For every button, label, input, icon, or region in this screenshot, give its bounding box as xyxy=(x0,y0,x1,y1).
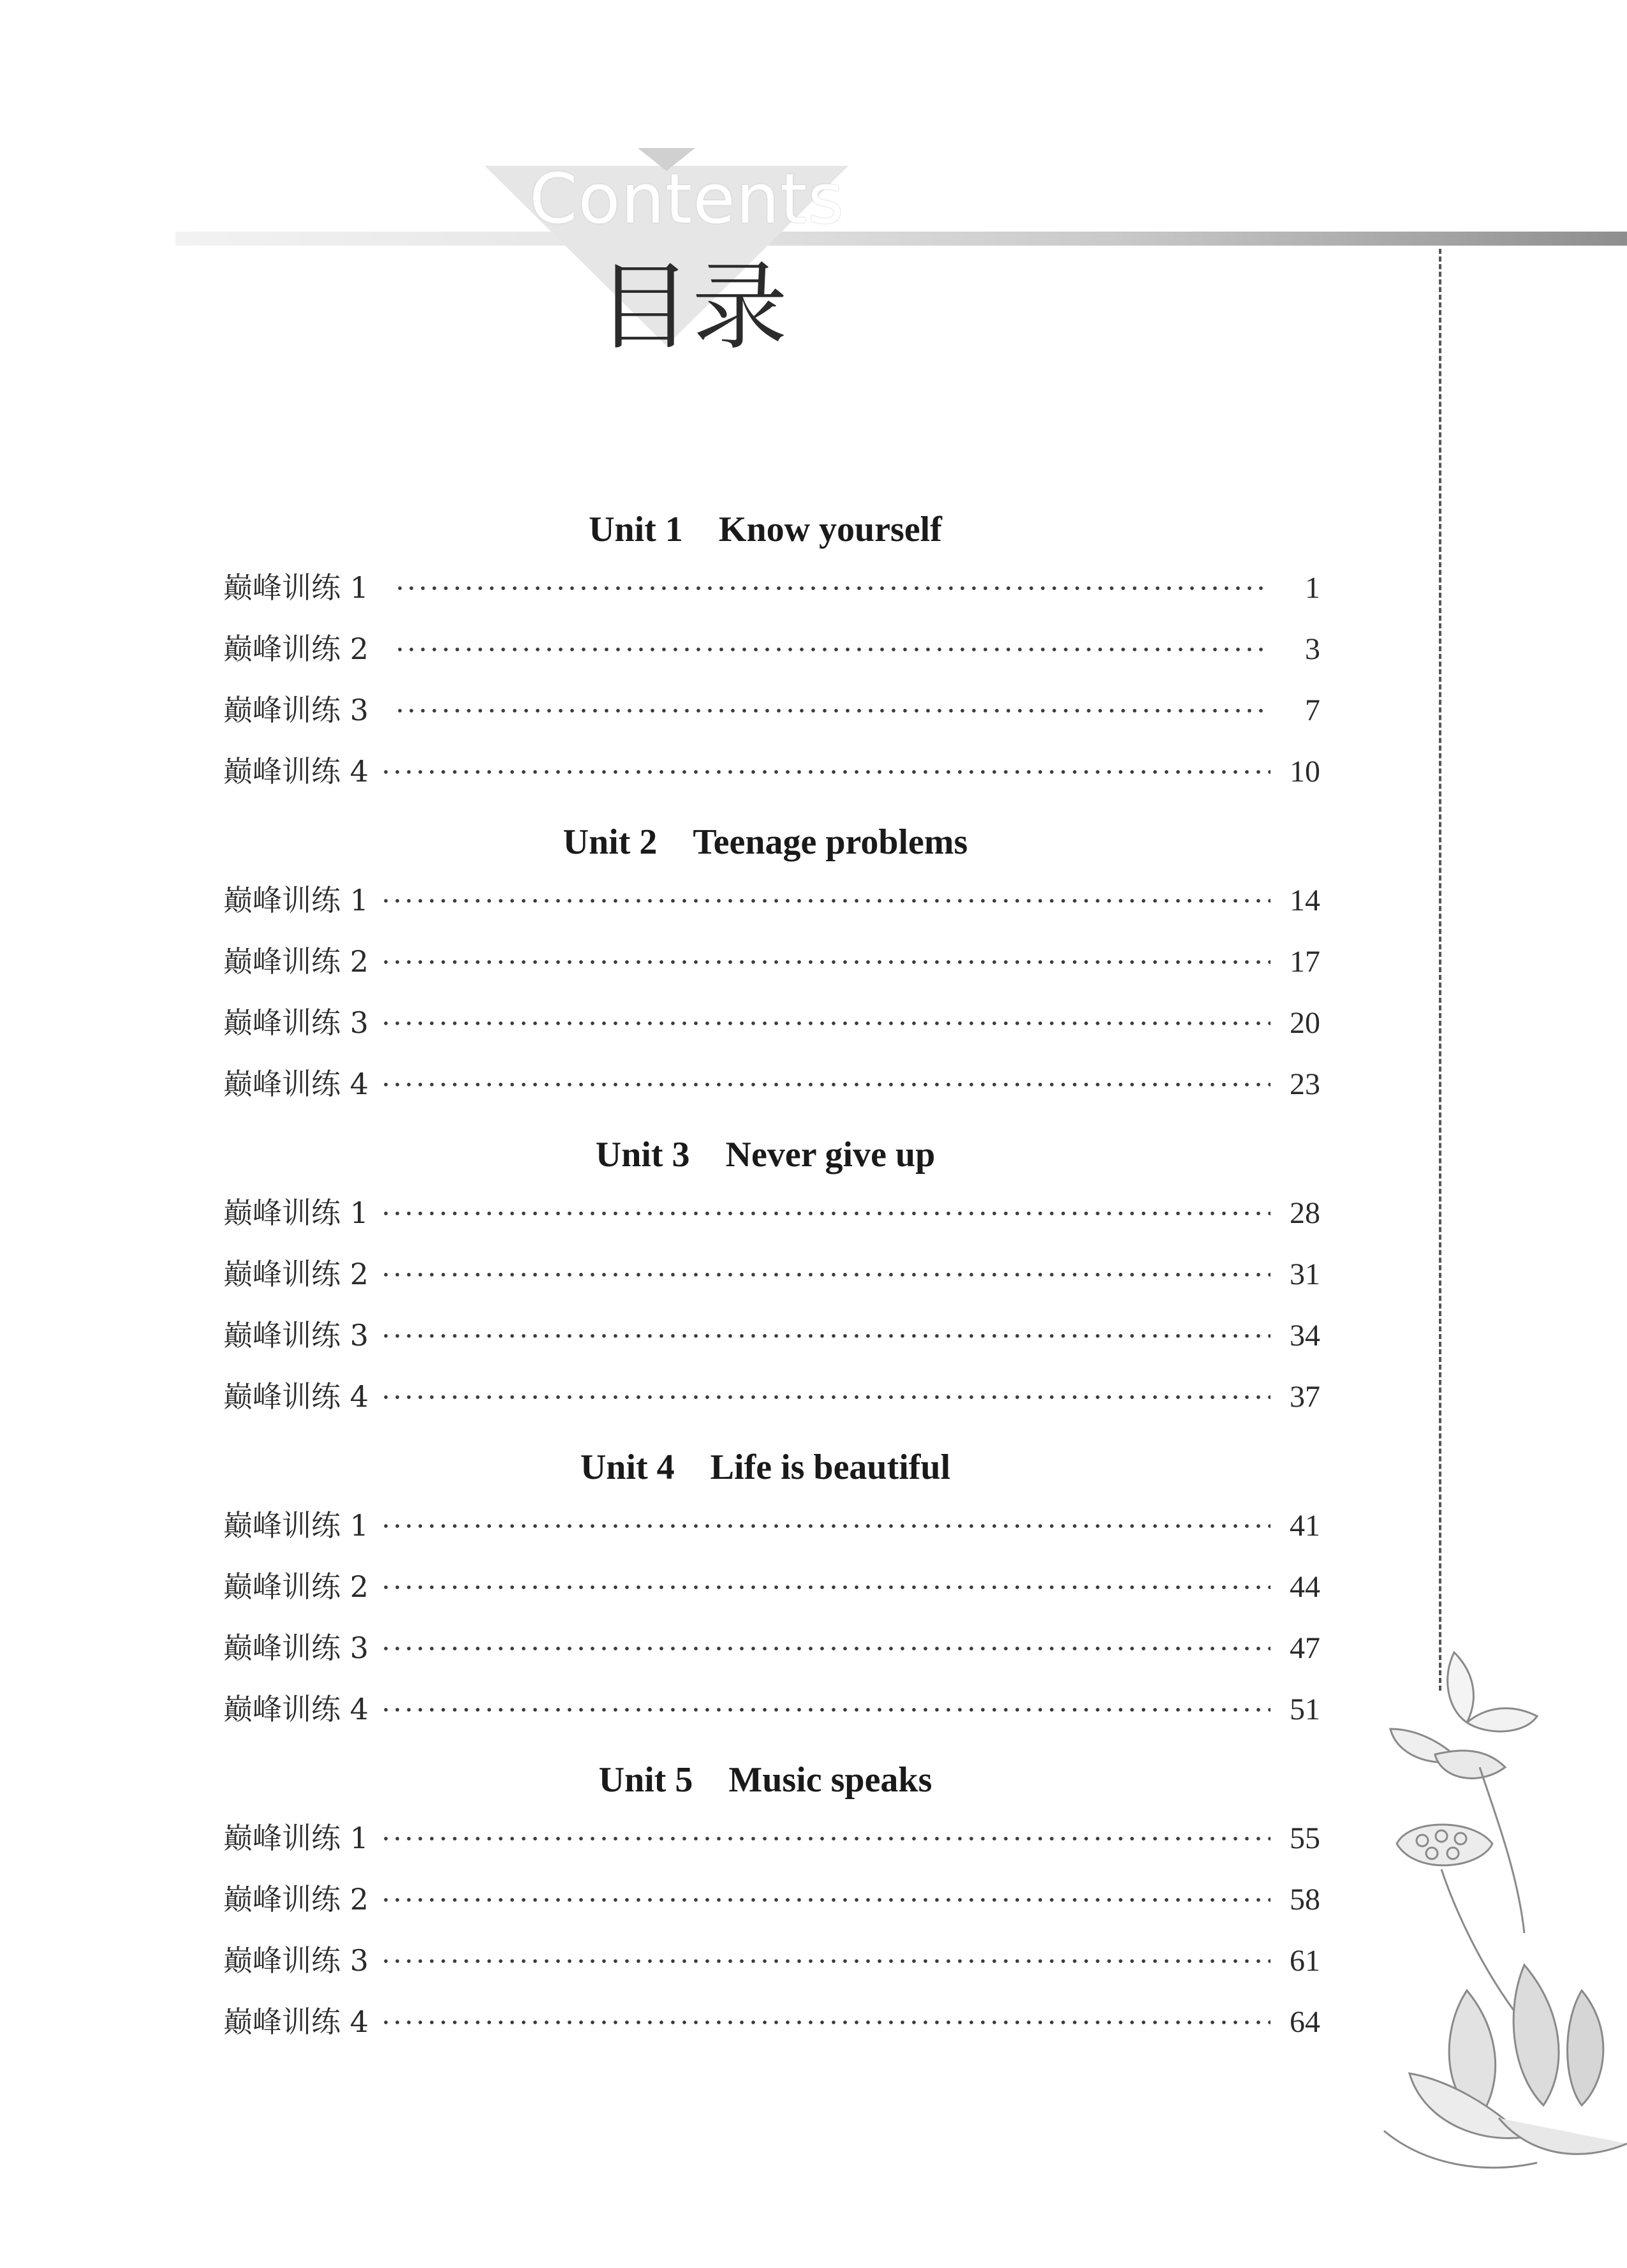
dot-leader xyxy=(380,1081,1270,1088)
toc-entry[interactable] xyxy=(223,1502,1320,1541)
dot-leader xyxy=(380,1835,1270,1842)
toc-entry[interactable] xyxy=(223,877,1320,915)
toc-entry[interactable] xyxy=(223,687,1320,725)
toc-entry-label: 巅峰训练 1 xyxy=(223,1821,369,1855)
toc-entry[interactable] xyxy=(223,1686,1320,1724)
toc-page-number: 47 xyxy=(1290,1631,1320,1665)
toc-page-number: 34 xyxy=(1290,1319,1320,1353)
toc-entry-label: 巅峰训练 3 xyxy=(223,1005,369,1040)
dot-leader xyxy=(380,959,1270,965)
toc-page-number: 3 xyxy=(1305,632,1320,666)
toc-entry[interactable] xyxy=(223,1999,1320,2037)
dot-leader xyxy=(380,1707,1270,1713)
toc-page-number: 64 xyxy=(1290,2005,1320,2039)
unit-heading: Unit 4 Life is beautiful xyxy=(580,1448,951,1487)
toc-entry-label: 巅峰训练 2 xyxy=(223,1569,369,1604)
toc-entry[interactable] xyxy=(223,1938,1320,1976)
toc-entry-label: 巅峰训练 3 xyxy=(223,1631,369,1665)
toc-entry[interactable] xyxy=(223,1251,1320,1289)
dot-leader xyxy=(394,708,1270,714)
toc-entry-label: 巅峰训练 2 xyxy=(223,1257,369,1291)
dot-leader xyxy=(380,1020,1270,1027)
toc-entry-label: 巅峰训练 2 xyxy=(223,632,369,666)
header-gradient-bar xyxy=(175,232,1627,246)
toc-entry[interactable] xyxy=(223,1061,1320,1099)
toc-entry[interactable] xyxy=(223,1374,1320,1412)
dot-leader xyxy=(380,1958,1270,1964)
dot-leader xyxy=(380,1271,1270,1278)
dot-leader xyxy=(380,1897,1270,1903)
toc-entry[interactable] xyxy=(223,1625,1320,1663)
toc-entry-label: 巅峰训练 4 xyxy=(223,1692,369,1726)
toc-entry-label: 巅峰训练 3 xyxy=(223,1943,369,1978)
toc-page-number: 1 xyxy=(1305,571,1320,605)
dot-leader xyxy=(380,1394,1270,1400)
toc-entry[interactable] xyxy=(223,1876,1320,1915)
toc-entry-label: 巅峰训练 4 xyxy=(223,2005,369,2039)
toc-page-number: 58 xyxy=(1290,1883,1320,1916)
toc-page-number: 10 xyxy=(1290,755,1320,789)
toc-page-number: 20 xyxy=(1290,1006,1320,1040)
toc-entry-label: 巅峰训练 1 xyxy=(223,1196,369,1230)
toc-page-number: 51 xyxy=(1290,1693,1320,1726)
toc-entry-label: 巅峰训练 1 xyxy=(223,883,369,917)
dot-leader xyxy=(394,646,1270,653)
page-title: 目录 xyxy=(596,252,788,363)
lotus-flower-illustration xyxy=(1371,1633,1627,2268)
toc-entry[interactable] xyxy=(223,1312,1320,1351)
unit-heading: Unit 2 Teenage problems xyxy=(563,822,968,862)
toc-entry-label: 巅峰训练 4 xyxy=(223,754,369,789)
contents-word: Contents xyxy=(529,159,844,239)
toc-entry[interactable] xyxy=(223,938,1320,977)
dot-leader xyxy=(380,1333,1270,1339)
dot-leader xyxy=(380,1210,1270,1217)
dot-leader xyxy=(380,1523,1270,1529)
toc-entry-label: 巅峰训练 4 xyxy=(223,1067,369,1101)
toc-page-number: 37 xyxy=(1290,1380,1320,1414)
toc-entry[interactable] xyxy=(223,1000,1320,1038)
toc-entry-label: 巅峰训练 2 xyxy=(223,1882,369,1916)
toc-page-number: 55 xyxy=(1290,1821,1320,1855)
dot-leader xyxy=(380,2019,1270,2026)
toc-entry[interactable] xyxy=(223,1815,1320,1853)
toc-entry-label: 巅峰训练 4 xyxy=(223,1379,369,1414)
toc-entry-label: 巅峰训练 3 xyxy=(223,693,369,727)
toc-page-number: 23 xyxy=(1290,1067,1320,1101)
dot-leader xyxy=(380,1645,1270,1652)
dot-leader xyxy=(380,898,1270,904)
toc-entry[interactable] xyxy=(223,748,1320,787)
toc-page-number: 44 xyxy=(1290,1570,1320,1604)
dot-leader xyxy=(380,1584,1270,1590)
unit-heading: Unit 1 Know yourself xyxy=(589,510,942,549)
unit-heading: Unit 5 Music speaks xyxy=(598,1760,932,1800)
toc-page-number: 17 xyxy=(1290,945,1320,979)
toc-entry-label: 巅峰训练 1 xyxy=(223,570,369,605)
toc-entry[interactable] xyxy=(223,565,1320,603)
toc-entry-label: 巅峰训练 3 xyxy=(223,1318,369,1353)
dot-leader xyxy=(394,585,1270,591)
toc-entry[interactable] xyxy=(223,1190,1320,1228)
toc-entry[interactable] xyxy=(223,1564,1320,1602)
dot-leader xyxy=(380,769,1270,775)
unit-heading: Unit 3 Never give up xyxy=(595,1135,936,1175)
toc-page-number: 14 xyxy=(1290,884,1320,917)
toc-page-number: 28 xyxy=(1290,1196,1320,1230)
toc-entry-label: 巅峰训练 2 xyxy=(223,944,369,979)
toc-entry-label: 巅峰训练 1 xyxy=(223,1508,369,1543)
toc-entry[interactable] xyxy=(223,626,1320,664)
toc-page-number: 61 xyxy=(1290,1944,1320,1978)
toc-page-number: 41 xyxy=(1290,1509,1320,1543)
dashed-margin-line xyxy=(1439,249,1441,1691)
toc-page-number: 7 xyxy=(1305,693,1320,727)
toc-page-number: 31 xyxy=(1290,1257,1320,1291)
